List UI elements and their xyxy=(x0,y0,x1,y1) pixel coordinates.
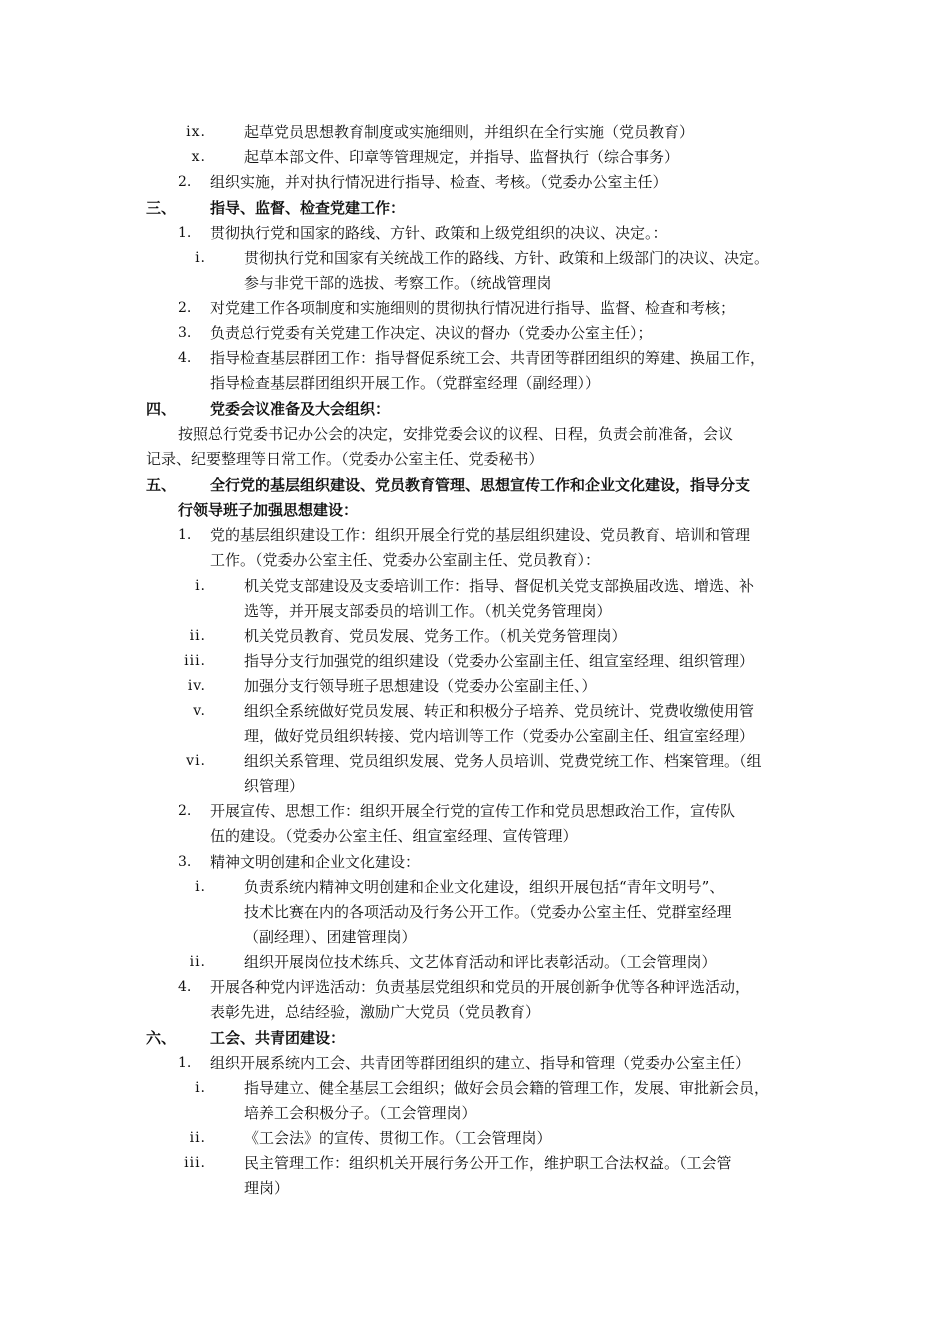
text-line: 组织开展系统内工会、共青团等群团组织的建立、指导和管理（党委办公室主任） xyxy=(210,1054,751,1072)
list-marker: i. xyxy=(195,578,206,594)
text-line: 负责总行党委有关党建工作决定、决议的督办（党委办公室主任）； xyxy=(210,324,653,342)
text-line: 组织实施，并对执行情况进行指导、检查、考核。（党委办公室主任） xyxy=(210,173,668,191)
list-marker: 4. xyxy=(178,979,192,995)
text-line: 开展宣传、思想工作：组织开展全行党的宣传工作和党员思想政治工作，宣传队 xyxy=(210,802,736,820)
text-line: 选等，并开展支部委员的培训工作。（机关党务管理岗） xyxy=(244,602,612,620)
text-line: 参与非党干部的选拔、考察工作。（统战管理岗 xyxy=(244,274,552,292)
text-line: 起草党员思想教育制度或实施细则，并组织在全行实施（党员教育） xyxy=(244,123,695,141)
text-line: 开展各种党内评选活动：负责基层党组织和党员的开展创新争优等各种评选活动， xyxy=(210,978,751,996)
section-heading: 全行党的基层组织建设、党员教育管理、思想宣传工作和企业文化建设，指导分支 xyxy=(210,476,751,494)
list-marker: 2. xyxy=(178,174,192,190)
section-heading: 工会、共青团建设： xyxy=(210,1029,346,1047)
text-line: 机关党员教育、党员发展、党务工作。（机关党务管理岗） xyxy=(244,627,627,645)
list-marker: vi. xyxy=(186,753,206,769)
text-line: 贯彻执行党和国家有关统战工作的路线、方针、政策和上级部门的决议、决定。 xyxy=(244,249,770,267)
text-line: 理，做好党员组织转接、党内培训等工作（党委办公室副主任、组宣室经理） xyxy=(244,727,755,745)
text-line: 组织关系管理、党员组织发展、党务人员培训、党费党统工作、档案管理。（组 xyxy=(244,752,762,770)
section-number: 五、 xyxy=(146,476,177,494)
list-marker: 3. xyxy=(178,854,192,870)
text-line: 指导分支行加强党的组织建设（党委办公室副主任、组宣室经理、组织管理） xyxy=(244,652,755,670)
section-heading: 党委会议准备及大会组织： xyxy=(210,400,391,418)
text-line: 贯彻执行党和国家的路线、方针、政策和上级党组织的决议、决定。： xyxy=(210,224,668,242)
text-line: 负责系统内精神文明创建和企业文化建设，组织开展包括“青年文明号”、 xyxy=(244,878,725,896)
text-line: 机关党支部建设及支委培训工作：指导、督促机关党支部换届改选、增选、补 xyxy=(244,577,755,595)
list-marker: iii. xyxy=(184,1155,206,1171)
text-line: 记录、纪要整理等日常工作。（党委办公室主任、党委秘书） xyxy=(146,450,544,468)
text-line: 《工会法》的宣传、贯彻工作。（工会管理岗） xyxy=(244,1129,552,1147)
text-line: 伍的建设。（党委办公室主任、组宣室经理、宣传管理） xyxy=(210,827,578,845)
text-line: 起草本部文件、印章等管理规定，并指导、监督执行（综合事务） xyxy=(244,148,680,166)
list-marker: 2. xyxy=(178,300,192,316)
text-line: 指导检查基层群团组织开展工作。（党群室经理（副经理）） xyxy=(210,374,601,392)
text-line: 组织开展岗位技术练兵、文艺体育活动和评比表彰活动。（工会管理岗） xyxy=(244,953,717,971)
list-marker: ii. xyxy=(189,1130,206,1146)
list-marker: i. xyxy=(195,879,206,895)
text-line: 党的基层组织建设工作：组织开展全行党的基层组织建设、党员教育、培训和管理 xyxy=(210,526,751,544)
list-marker: 1. xyxy=(178,1055,192,1071)
text-line: 指导建立、健全基层工会组织；做好会员会籍的管理工作，发展、审批新会员， xyxy=(244,1079,770,1097)
text-line: 工作。（党委办公室主任、党委办公室副主任、党员教育）： xyxy=(210,551,601,569)
section-number: 四、 xyxy=(146,400,177,418)
list-marker: 4. xyxy=(178,350,192,366)
text-line: 精神文明创建和企业文化建设： xyxy=(210,853,421,871)
list-marker: 3. xyxy=(178,325,192,341)
section-heading: 行领导班子加强思想建设： xyxy=(178,501,359,519)
text-line: 技术比赛在内的各项活动及行务公开工作。（党委办公室主任、党群室经理 xyxy=(244,903,732,921)
text-line: 理岗） xyxy=(244,1179,290,1197)
list-marker: 1. xyxy=(178,527,192,543)
text-line: （副经理）、团建管理岗） xyxy=(244,928,417,946)
section-number: 六、 xyxy=(146,1029,177,1047)
text-line: 表彰先进，总结经验，激励广大党员（党员教育） xyxy=(210,1003,541,1021)
list-marker: 1. xyxy=(178,225,192,241)
list-marker: i. xyxy=(195,1080,206,1096)
list-marker: v. xyxy=(193,703,206,719)
section-number: 三、 xyxy=(146,199,177,217)
list-marker: ii. xyxy=(189,628,206,644)
list-marker: ii. xyxy=(189,954,206,970)
text-line: 民主管理工作：组织机关开展行务公开工作，维护职工合法权益。（工会管 xyxy=(244,1154,732,1172)
list-marker: ix. xyxy=(186,124,206,140)
text-line: 对党建工作各项制度和实施细则的贯彻执行情况进行指导、监督、检查和考核； xyxy=(210,299,736,317)
text-line: 按照总行党委书记办公会的决定，安排党委会议的议程、日程，负责会前准备，会议 xyxy=(178,425,734,443)
text-line: 加强分支行领导班子思想建设（党委办公室副主任、） xyxy=(244,677,597,695)
list-marker: 2. xyxy=(178,803,192,819)
section-heading: 指导、监督、检查党建工作： xyxy=(210,199,406,217)
text-line: 培养工会积极分子。（工会管理岗） xyxy=(244,1104,477,1122)
list-marker: x. xyxy=(191,149,206,165)
list-marker: iv. xyxy=(187,678,206,694)
text-line: 织管理） xyxy=(244,777,305,795)
text-line: 组织全系统做好党员发展、转正和积极分子培养、党员统计、党费收缴使用管 xyxy=(244,702,755,720)
list-marker: iii. xyxy=(184,653,206,669)
list-marker: i. xyxy=(195,250,206,266)
text-line: 指导检查基层群团工作：指导督促系统工会、共青团等群团组织的筹建、换届工作， xyxy=(210,349,766,367)
